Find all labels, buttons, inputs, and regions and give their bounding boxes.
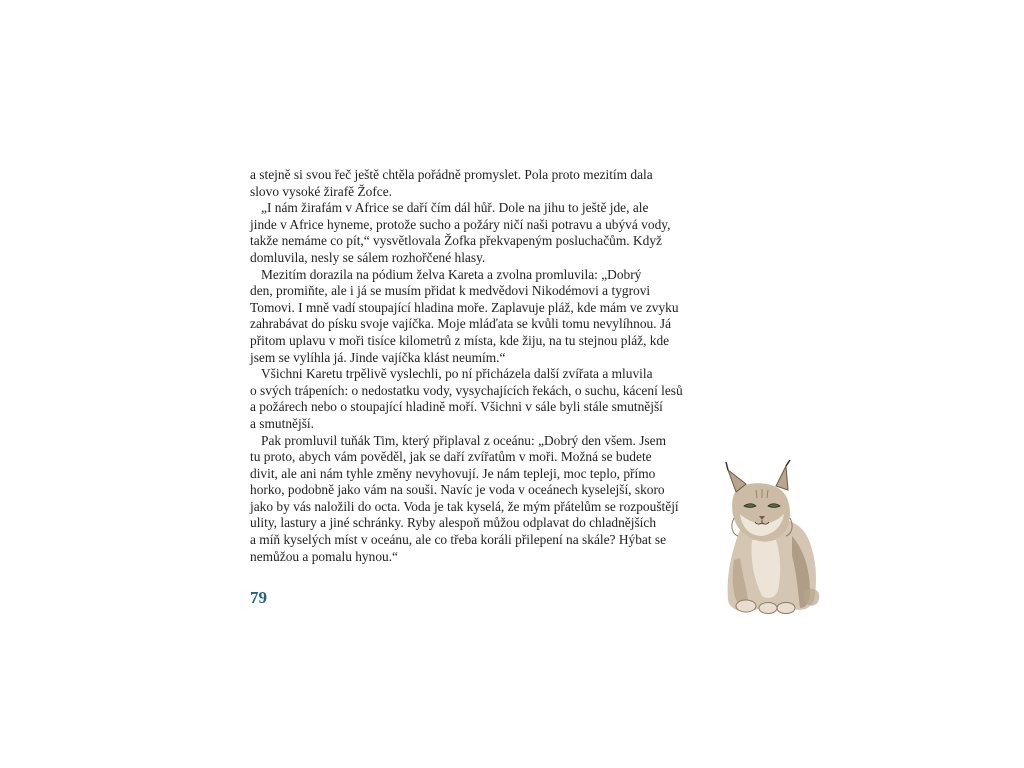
text-line: tu proto, abych vám pověděl, jak se daří zvířatům v moři. Možná se budete: [250, 449, 652, 465]
text-line: Všichni Karetu trpělivě vyslechli, po ní přicházela další zvířata a mluvila: [261, 366, 653, 382]
text-line: slovo vysoké žirafě Žofce.: [250, 183, 393, 199]
paragraph-2: [250, 200, 698, 266]
paragraph-5: [250, 433, 698, 566]
text-line: zahrabávat do písku svoje vajíčka. Moje mláďata se kvůli tomu nevylíhnou. Já: [250, 316, 672, 332]
text-line: o svých trápeních: o nedostatku vody, vysychajících řekách, o suchu, kácení lesů: [250, 382, 683, 398]
text-line: domluvila, nesly se sálem rozhořčené hlasy.: [250, 249, 486, 265]
text-line: jinde v Africe hyneme, protože sucho a požáry ničí naši potravu a ubývá vody,: [250, 216, 671, 232]
paragraph-3: [250, 267, 698, 367]
text-line: horko, podobně jako vám na souši. Navíc je voda v oceánech kyselejší, skoro: [250, 482, 665, 498]
text-line: jsem se vylíhla já. Jinde vajíčka klást neumím.“: [250, 349, 506, 365]
text-line: přitom uplavu v moři tisíce kilometrů z místa, kde žiju, na tu stejnou pláž, kde: [250, 332, 670, 348]
text-line: a smutnější.: [250, 415, 314, 431]
text-line: den, promiňte, ale i já se musím přidat k medvědovi Nikodémovi a tygrovi: [250, 283, 651, 299]
story-text: [250, 167, 698, 565]
text-line: divit, ale ani nám tyhle změny nevyhovují. Je nám tepleji, moc teplo, přímo: [250, 465, 656, 481]
text-line: a požárech nebo o stoupající hladině moří. Všichni v sále byli stále smutnější: [250, 399, 663, 415]
text-line: „I nám žirafám v Africe se daří čím dál hůř. Dole na jihu to ještě jde, ale: [261, 200, 649, 216]
text-line: Pak promluvil tuňák Tim, který připlaval z oceánu: „Dobrý den všem. Jsem: [261, 432, 667, 448]
text-line: a míň kyselých míst v oceánu, ale co třeba koráli přilepení na skále? Hýbat se: [250, 532, 667, 548]
page-number: 79: [250, 588, 267, 607]
text-line: jako by vás naložili do octa. Voda je tak kyselá, že mým přátelům se rozpouštějí: [250, 498, 679, 514]
text-line: ulity, lastury a jiné schránky. Ryby alespoň můžou odplavat do chladnějších: [250, 515, 657, 531]
lynx-illustration-icon: [712, 460, 834, 616]
text-line: Tomovi. I mně vadí stoupající hladina moře. Zaplavuje pláž, kde mám ve zvyku: [250, 299, 679, 315]
paragraph-4: [250, 366, 698, 432]
text-line: takže nemáme co pít,“ vysvětlovala Žofka překvapeným posluchačům. Když: [250, 233, 662, 249]
text-line: Mezitím dorazila na pódium želva Kareta a zvolna promluvila: „Dobrý: [261, 266, 642, 282]
paragraph-1: [250, 167, 698, 200]
text-line: nemůžou a pomalu hynou.“: [250, 548, 399, 564]
text-line: a stejně si svou řeč ještě chtěla pořádně promyslet. Pola proto mezitím dala: [250, 167, 653, 182]
